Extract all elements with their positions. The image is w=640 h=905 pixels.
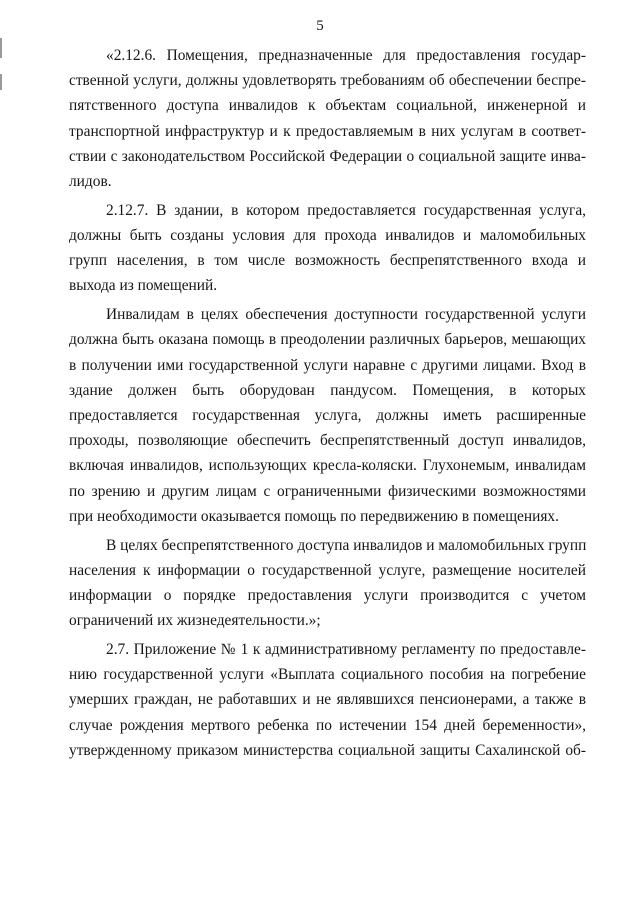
paragraph-accessibility: [69, 302, 586, 529]
text-line: ограничений их жизнедеятельности.»;: [69, 612, 321, 630]
text-line: Инвалидам в целях обеспечения доступности государственной услуги: [106, 306, 586, 324]
text-line: здание должен быть оборудован пандусом. Помещения, в которых: [69, 381, 586, 399]
text-line: случае рождения мертвого ребенка по истечении 154 дней беременности»,: [69, 716, 586, 734]
text-line: информации о порядке предоставления услуги производится с учетом: [69, 587, 586, 605]
text-line: включая инвалидов, использующих кресла-коляски. Глухонемым, инвалидам: [69, 457, 586, 475]
text-line: выхода из помещений.: [69, 277, 218, 295]
text-line: предоставляется государственная услуга, должны иметь расширенные: [69, 407, 586, 425]
text-line: утвержденному приказом министерства социальной защиты Сахалинской об-: [69, 741, 586, 759]
text-line: 2.7. Приложение № 1 к административному регламенту по предоставле-: [106, 641, 586, 659]
paragraph-information-access: [69, 533, 586, 634]
page-number: 5: [316, 18, 324, 34]
paragraph-2-12-6: [69, 43, 586, 194]
text-line: ственной услуги, должны удовлетворять требованиям об обеспечении беспре-: [69, 72, 586, 90]
document-body: [69, 43, 586, 767]
text-line: должны быть созданы условия для прохода инвалидов и маломобильных: [69, 227, 586, 245]
text-line: нию государственной услуги «Выплата социального пособия на погребение: [69, 666, 586, 684]
scan-edge-mark: [0, 74, 2, 90]
text-line: В целях беспрепятственного доступа инвалидов и маломобильных групп: [106, 536, 587, 554]
text-line: «2.12.6. Помещения, предназначенные для предоставления государ-: [106, 47, 586, 64]
text-line: по зрению и другим лицам с ограниченными физическими возможностями: [69, 482, 586, 500]
text-line: должна быть оказана помощь в преодолении различных барьеров, мешающих: [69, 331, 586, 349]
text-line: 2.12.7. В здании, в котором предоставляется государственная услуга,: [106, 201, 586, 219]
text-line: пятственного доступа инвалидов к объектам социальной, инженерной и: [69, 97, 586, 115]
text-line: лидов.: [69, 173, 112, 191]
text-line: транспортной инфраструктур и к предоставляемым в них услугам в соответ-: [69, 122, 586, 140]
text-line: групп населения, в том числе возможность беспрепятственного входа и: [69, 252, 586, 270]
text-line: в получении ими государственной услуги наравне с другими лицами. Вход в: [69, 356, 586, 374]
paragraph-2-12-7: [69, 198, 586, 299]
text-line: населения к информации о государственной услуге, размещение носителей: [69, 561, 586, 579]
text-line: проходы, позволяющие обеспечить беспрепятственный доступ инвалидов,: [69, 432, 586, 450]
text-line: при необходимости оказывается помощь по передвижению в помещениях.: [69, 507, 559, 525]
scan-edge-mark: [0, 38, 2, 58]
text-line: ствии с законодательством Российской Федерации о социальной защите инва-: [69, 147, 586, 165]
paragraph-2-7: [69, 637, 586, 763]
text-line: умерших граждан, не работавших и не являвшихся пенсионерами, а также в: [69, 691, 586, 709]
